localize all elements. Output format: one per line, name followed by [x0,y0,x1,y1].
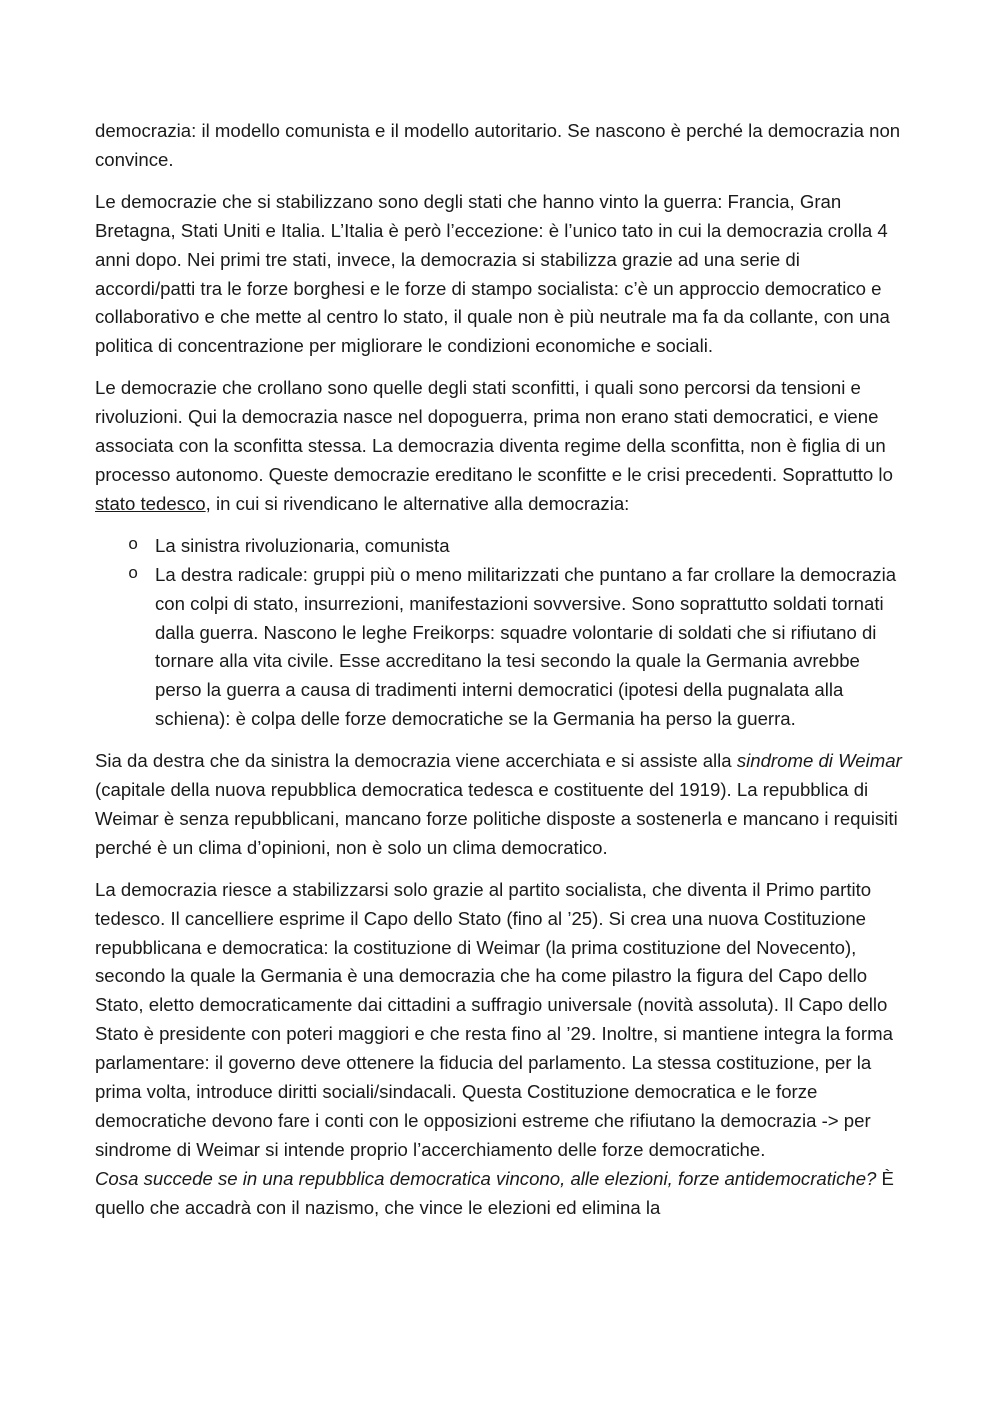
paragraph-4-text-start: Sia da destra che da sinistra la democrazia viene accerchiata e si assiste alla [95,750,737,772]
list-item [128,532,905,561]
underlined-phrase: stato tedesco [95,492,206,514]
paragraph-1 [95,117,905,175]
italic-term: sindrome di Weimar [736,750,902,772]
paragraph-4 [95,747,905,863]
paragraph-6 [95,1165,905,1223]
paragraph-4-text-end: (capitale della nuova repubblica democratica tedesca e costituente del 1919). La repubblica di Weimar è senza repubblicani, mancano forze politiche disposte a sostenerla e mancano i requisiti perché è un clima d’opinioni, non è solo un clima democratico. [95,779,898,858]
bullet-marker-icon: o [128,564,139,584]
list-item-text: La sinistra rivoluzionaria, comunista [155,534,450,556]
paragraph-2 [95,188,905,361]
paragraph-3-text-end: , in cui si rivendicano le alternative alla democrazia: [205,492,630,514]
list-item-text: La destra radicale: gruppi più o meno militarizzati che puntano a far crollare la democrazia con colpi di stato, insurrezioni, manifestazioni sovversive. Sono soprattutto soldati tornati dalla guerra. Nascono le leghe Freikorps: squadre volontarie di soldati che si rifiutano di tornare alla vita civile. Esse accreditano la tesi secondo la quale la Germania avrebbe perso la guerra a causa di tradimenti interni democratici (ipotesi della pugnalata alla schiena): è colpa delle forze democratiche se la Germania ha perso la guerra. [155,563,897,730]
bullet-marker-icon: o [128,535,139,555]
paragraph-3 [95,374,905,519]
paragraph-2-text: Le democrazie che si stabilizzano sono degli stati che hanno vinto la guerra: Francia, Gran Bretagna, Stati Uniti e Italia. L’Italia è però l’eccezione: è l’unico tato in cui la democrazia crolla 4 anni dopo. Nei primi tre stati, invece, la democrazia si stabilizza grazie ad una serie di accordi/patti tra le forze borghesi e le forze di stampo socialista: c’è un approccio democratico e collaborativo e che mette al centro lo stato, il quale non è più neutrale ma fa da collante, con una politica di concentrazione per migliorare le condizioni economiche e sociali. [95,190,890,357]
paragraph-3-text-start: Le democrazie che crollano sono quelle degli stati sconfitti, i quali sono percorsi da tensioni e rivoluzioni. Qui la democrazia nasce nel dopoguerra, prima non erano stati democratici, e viene associata con la sconfitta stessa. La democrazia diventa regime della sconfitta, non è figlia di un processo autonomo. Queste democrazie ereditano le sconfitte e le crisi precedenti. Soprattutto lo [95,377,893,485]
bullet-list [95,532,905,734]
paragraph-6-text: È quello che accadrà con il nazismo, che vince le elezioni ed elimina la [95,1167,894,1218]
paragraph-1-text: democrazia: il modello comunista e il modello autoritario. Se nascono è perché la democrazia non convince. [95,120,901,170]
italic-question: Cosa succede se in una repubblica democratica vincono, alle elezioni, forze antidemocratiche? [95,1167,877,1189]
list-item [128,561,905,734]
paragraph-5 [95,876,905,1165]
paragraph-5-text: La democrazia riesce a stabilizzarsi solo grazie al partito socialista, che diventa il Primo partito tedesco. Il cancelliere esprime il Capo dello Stato (fino al ’25). Si crea una nuova Costituzione repubblicana e democratica: la costituzione di Weimar (la prima costituzione del Novecento), secondo la quale la Germania è una democrazia che ha come pilastro la figura del Capo dello Stato, eletto democraticamente dai cittadini a suffragio universale (novità assoluta). Il Capo dello Stato è presidente con poteri maggiori e che resta fino al ’29. Inoltre, si mantiene integra la forma parlamentare: il governo deve ottenere la fiducia del parlamento. La stessa costituzione, per la prima volta, introduce diritti sociali/sindacali. Questa Costituzione democratica e le forze democratiche devono fare i conti con le opposizioni estreme che rifiutano la democrazia -> per sindrome di Weimar si intende proprio l’accerchiamento delle forze democratiche. [95,878,893,1160]
